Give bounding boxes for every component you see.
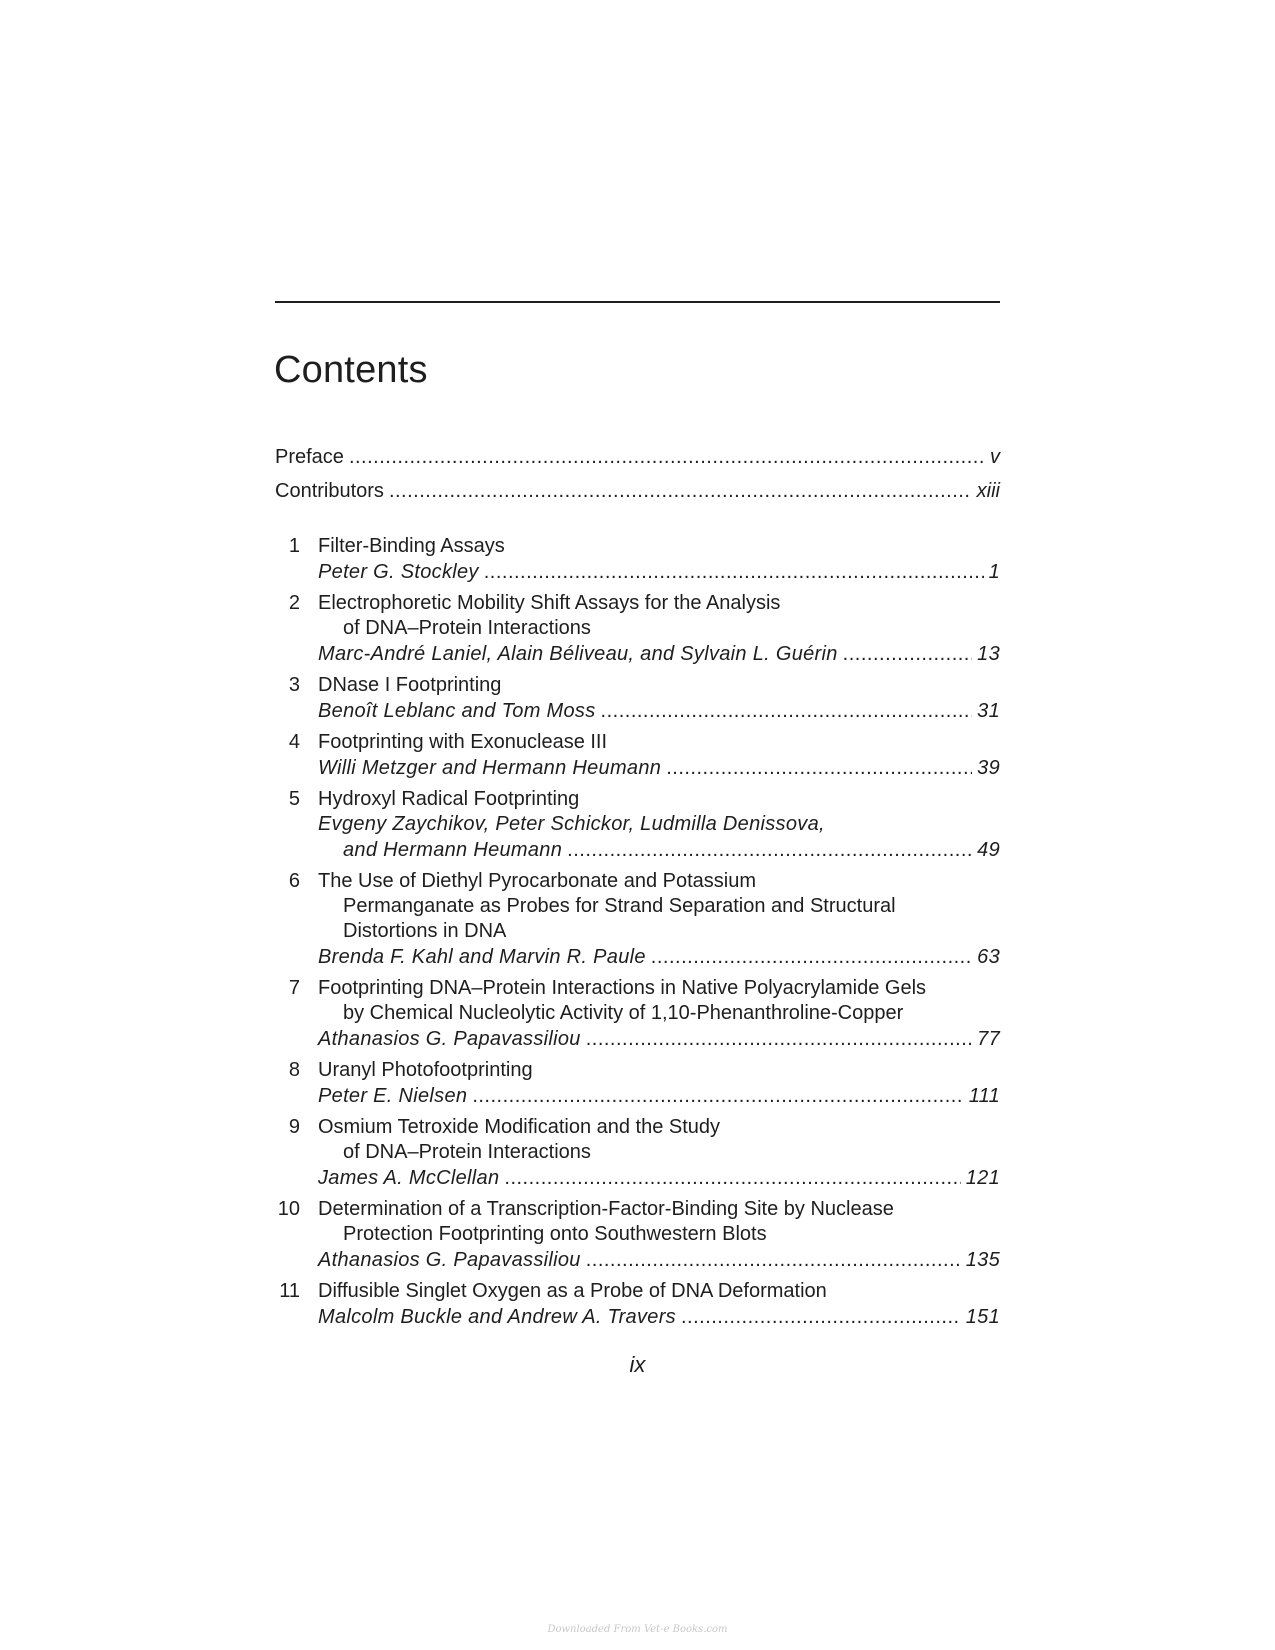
page-number: 49: [977, 839, 1000, 861]
page-number: 135: [965, 1249, 1000, 1271]
dot-leader: [484, 559, 984, 586]
chapter-authors-line: Peter G. Stockley: [318, 561, 479, 583]
dot-leader: [651, 944, 972, 971]
page-number: 1: [988, 561, 1000, 583]
chapter-authors-line: and Hermann Heumann: [343, 839, 563, 861]
chapter-number: 9: [288, 1116, 300, 1138]
dot-leader: [681, 1304, 961, 1331]
chapter-title-line: by Chemical Nucleolytic Activity of 1,10-Phenanthroline-Copper: [343, 1002, 904, 1024]
chapter-entry-body: [318, 976, 1000, 1053]
chapter-title-line: Footprinting with Exonuclease III: [318, 731, 608, 753]
chapter-entry-body: [318, 673, 1000, 725]
chapter-entry-body: [318, 1115, 1000, 1192]
chapter-authors-row: [318, 1083, 1000, 1110]
chapter-authors-row: [318, 944, 1000, 971]
chapter-number: 6: [288, 870, 300, 892]
watermark: Downloaded From Vet-e Books.com: [547, 1624, 728, 1635]
dot-leader: [567, 837, 972, 864]
toc-entry-chapter-4[interactable]: [275, 730, 1000, 782]
toc-entry-chapter-1[interactable]: [275, 534, 1000, 586]
toc-entry-chapter-6[interactable]: [275, 869, 1000, 971]
chapter-entry-body: [318, 534, 1000, 586]
toc-entry-chapter-2[interactable]: [275, 591, 1000, 668]
chapter-title-line: Footprinting DNA–Protein Interactions in Native Polyacrylamide Gels: [318, 977, 927, 999]
dot-leader: [666, 755, 972, 782]
toc-page: [275, 0, 1000, 1650]
chapter-entry-body: [318, 869, 1000, 971]
toc-entry-chapter-5[interactable]: [275, 787, 1000, 864]
page-title: Contents: [274, 349, 428, 391]
chapter-authors-line: Willi Metzger and Hermann Heumann: [318, 757, 662, 779]
front-matter-label: Contributors: [275, 480, 384, 502]
chapter-title-line: of DNA–Protein Interactions: [343, 617, 591, 639]
chapter-authors-line: Benoît Leblanc and Tom Moss: [318, 700, 596, 722]
chapter-authors-row: [318, 1165, 1000, 1192]
chapter-authors-line: Marc-André Laniel, Alain Béliveau, and Sylvain L. Guérin: [318, 643, 838, 665]
chapter-title-line: Hydroxyl Radical Footprinting: [318, 788, 580, 810]
chapter-title-line: Filter-Binding Assays: [318, 535, 505, 557]
chapter-title-line: Uranyl Photofootprinting: [318, 1059, 533, 1081]
page-number: 121: [965, 1167, 1000, 1189]
chapter-title-line: Protection Footprinting onto Southwestern Blots: [343, 1223, 767, 1245]
dot-leader: [504, 1165, 960, 1192]
chapter-authors-row: [318, 755, 1000, 782]
chapter-authors-row: [318, 1026, 1000, 1053]
page-number: 63: [977, 946, 1000, 968]
chapter-number: 10: [277, 1198, 300, 1220]
toc-entry-chapter-8[interactable]: [275, 1058, 1000, 1110]
chapter-number: 1: [288, 535, 300, 557]
chapter-number: 3: [288, 674, 300, 696]
top-rule: [275, 301, 1000, 303]
dot-leader: [389, 478, 972, 505]
chapter-title-line: Distortions in DNA: [343, 920, 507, 942]
toc-entry-chapter-7[interactable]: [275, 976, 1000, 1053]
chapter-title-line: Diffusible Singlet Oxygen as a Probe of DNA Deformation: [318, 1280, 827, 1302]
toc-entry-chapter-10[interactable]: [275, 1197, 1000, 1274]
page-number: 31: [977, 700, 1000, 722]
dot-leader: [586, 1247, 961, 1274]
chapter-number: 5: [288, 788, 300, 810]
chapter-authors-row: [318, 1304, 1000, 1331]
chapter-title-line: of DNA–Protein Interactions: [343, 1141, 591, 1163]
chapter-authors-row: [318, 698, 1000, 725]
toc-entry-chapter-9[interactable]: [275, 1115, 1000, 1192]
toc-entry-chapter-11[interactable]: [275, 1279, 1000, 1331]
chapter-authors-line: Athanasios G. Papavassiliou: [318, 1249, 581, 1271]
chapter-entry-body: [318, 1279, 1000, 1331]
chapter-authors-row: [318, 641, 1000, 668]
chapter-authors-row: [318, 837, 1000, 864]
chapter-title-line: DNase I Footprinting: [318, 674, 502, 696]
page-number: v: [990, 446, 1000, 468]
chapter-authors-row: [318, 1247, 1000, 1274]
chapter-entry-body: [318, 1197, 1000, 1274]
dot-leader: [586, 1026, 972, 1053]
page-number: xiii: [976, 480, 1000, 502]
chapter-authors-line: Peter E. Nielsen: [318, 1085, 468, 1107]
chapter-list: [275, 534, 1000, 1336]
chapter-number: 8: [288, 1059, 300, 1081]
chapter-number: 2: [288, 592, 300, 614]
chapter-authors-line: Malcolm Buckle and Andrew A. Travers: [318, 1306, 676, 1328]
front-matter-label: Preface: [275, 446, 344, 468]
chapter-entry-body: [318, 1058, 1000, 1110]
chapter-title-line: Determination of a Transcription-Factor-Binding Site by Nuclease: [318, 1198, 894, 1220]
chapter-authors-line: James A. McClellan: [318, 1167, 500, 1189]
page-number: 13: [977, 643, 1000, 665]
chapter-number: 11: [279, 1280, 300, 1302]
chapter-title-line: Electrophoretic Mobility Shift Assays for the Analysis: [318, 592, 781, 614]
page-number: 39: [977, 757, 1000, 779]
page-number: 77: [977, 1028, 1000, 1050]
chapter-authors-line: Brenda F. Kahl and Marvin R. Paule: [318, 946, 646, 968]
toc-entry-chapter-3[interactable]: [275, 673, 1000, 725]
chapter-authors-row: [318, 559, 1000, 586]
dot-leader: [349, 444, 985, 471]
page-number: 111: [968, 1085, 1000, 1107]
dot-leader: [472, 1083, 963, 1110]
dot-leader: [601, 698, 973, 725]
chapter-number: 7: [288, 977, 300, 999]
page-number: 151: [965, 1306, 1000, 1328]
front-matter-list: [275, 444, 1000, 512]
toc-entry-contributors[interactable]: [275, 478, 1000, 512]
page-folio: ix: [629, 1352, 646, 1377]
chapter-entry-body: [318, 730, 1000, 782]
chapter-title-line: The Use of Diethyl Pyrocarbonate and Potassium: [318, 870, 756, 892]
chapter-title-line: Permanganate as Probes for Strand Separation and Structural: [343, 895, 896, 917]
chapter-authors-line: Evgeny Zaychikov, Peter Schickor, Ludmilla Denissova,: [318, 813, 825, 835]
chapter-entry-body: [318, 787, 1000, 864]
dot-leader: [843, 641, 972, 668]
toc-entry-preface[interactable]: [275, 444, 1000, 478]
chapter-number: 4: [288, 731, 300, 753]
chapter-authors-line: Athanasios G. Papavassiliou: [318, 1028, 581, 1050]
chapter-entry-body: [318, 591, 1000, 668]
chapter-title-line: Osmium Tetroxide Modification and the Study: [318, 1116, 721, 1138]
